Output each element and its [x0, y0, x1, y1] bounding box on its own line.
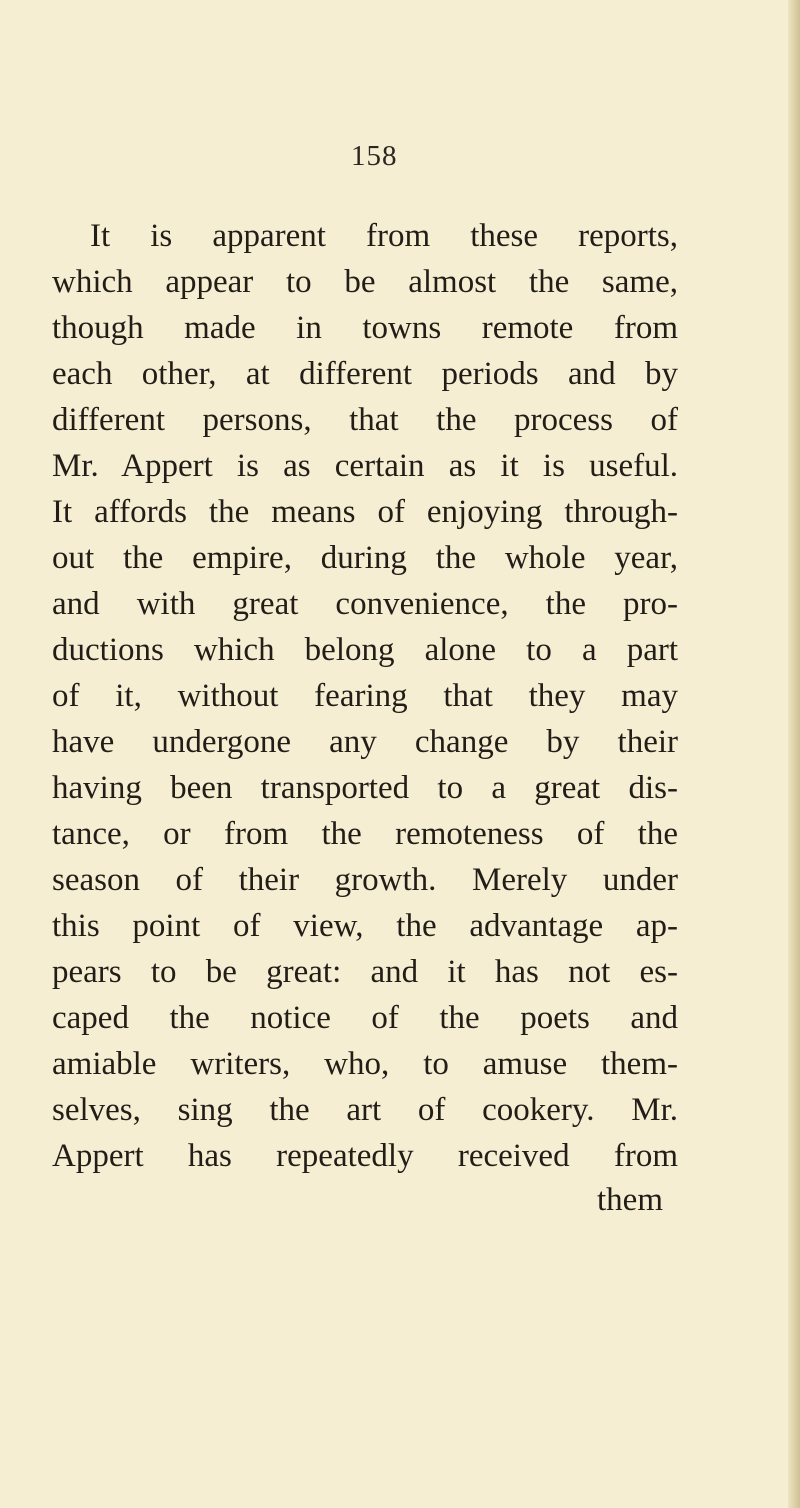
text-line: this point of view, the advantage ap-: [52, 908, 678, 944]
text-line: Appert has repeatedly received from: [52, 1138, 678, 1174]
text-line: of it, without fearing that they may: [52, 678, 678, 714]
text-line: tance, or from the remoteness of the: [52, 816, 678, 852]
text-line: different persons, that the process of: [52, 402, 678, 438]
text-line: It affords the means of enjoying through-: [52, 494, 678, 530]
text-line: Mr. Appert is as certain as it is useful.: [52, 448, 678, 484]
text-line: pears to be great: and it has not es-: [52, 954, 678, 990]
catchword: them: [597, 1182, 663, 1218]
text-line: amiable writers, who, to amuse them-: [52, 1046, 678, 1082]
text-line: season of their growth. Merely under: [52, 862, 678, 898]
text-line: ductions which belong alone to a part: [52, 632, 678, 668]
text-line: selves, sing the art of cookery. Mr.: [52, 1092, 678, 1128]
page-number: 158: [351, 140, 398, 172]
text-line: out the empire, during the whole year,: [52, 540, 678, 576]
page-edge: [788, 0, 800, 1508]
text-line: having been transported to a great dis-: [52, 770, 678, 806]
text-line: though made in towns remote from: [52, 310, 678, 346]
text-line: each other, at different periods and by: [52, 356, 678, 392]
text-line: which appear to be almost the same,: [52, 264, 678, 300]
text-line: caped the notice of the poets and: [52, 1000, 678, 1036]
text-line: have undergone any change by their: [52, 724, 678, 760]
text-line: It is apparent from these reports,: [90, 218, 678, 254]
text-line: and with great convenience, the pro-: [52, 586, 678, 622]
